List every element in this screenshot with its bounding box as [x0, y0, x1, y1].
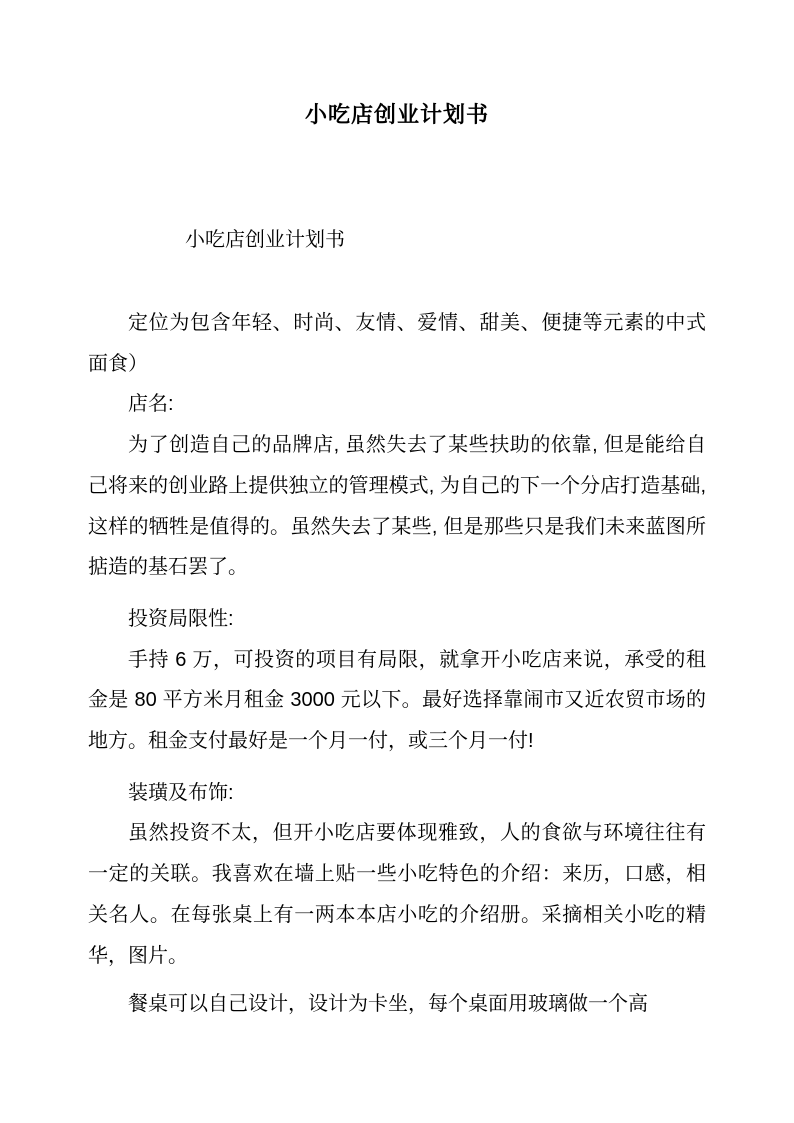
paragraph-table-design: 餐桌可以自己设计，设计为卡坐，每个桌面用玻璃做一个高: [128, 993, 648, 1016]
document-title: 小吃店创业计划书: [304, 102, 489, 127]
paragraph-brand-reasoning: 为了创造自己的品牌店, 虽然失去了某些扶助的依靠, 但是能给自己将来的创业路上提供独立的管理模式, 为自己的下一个分店打造基础, 这样的牺牲是值得的。虽然失去了某些, 但是那些只是我们未来蓝图所掂造的基石罢了。: [88, 434, 706, 579]
section-heading-decoration: 装璜及布饰:: [128, 781, 234, 804]
paragraph-investment-details: 手持 6 万，可投资的项目有局限，就拿开小吃店来说，承受的租金是 80 平方米月租金 3000 元以下。最好选择靠闹市又近农贸市场的地方。租金支付最好是一个月一付，或三个月一付!: [88, 648, 706, 753]
document-body: [88, 303, 706, 1025]
document-subtitle: 小吃店创业计划书: [185, 229, 345, 251]
paragraph-positioning: 定位为包含年轻、时尚、友情、爱情、甜美、便捷等元素的中式面食）: [88, 312, 706, 375]
paragraph-decoration-details: 虽然投资不太，但开小吃店要体现雅致，人的食欲与环境往往有一定的关联。我喜欢在墙上贴一些小吃特色的介绍：来历，口感，相关名人。在每张桌上有一两本本店小吃的介绍册。采摘相关小吃的精华，图片。: [88, 822, 706, 967]
paragraph-shop-name-label: 店名:: [128, 393, 174, 416]
section-heading-investment-limits: 投资局限性:: [128, 607, 234, 630]
